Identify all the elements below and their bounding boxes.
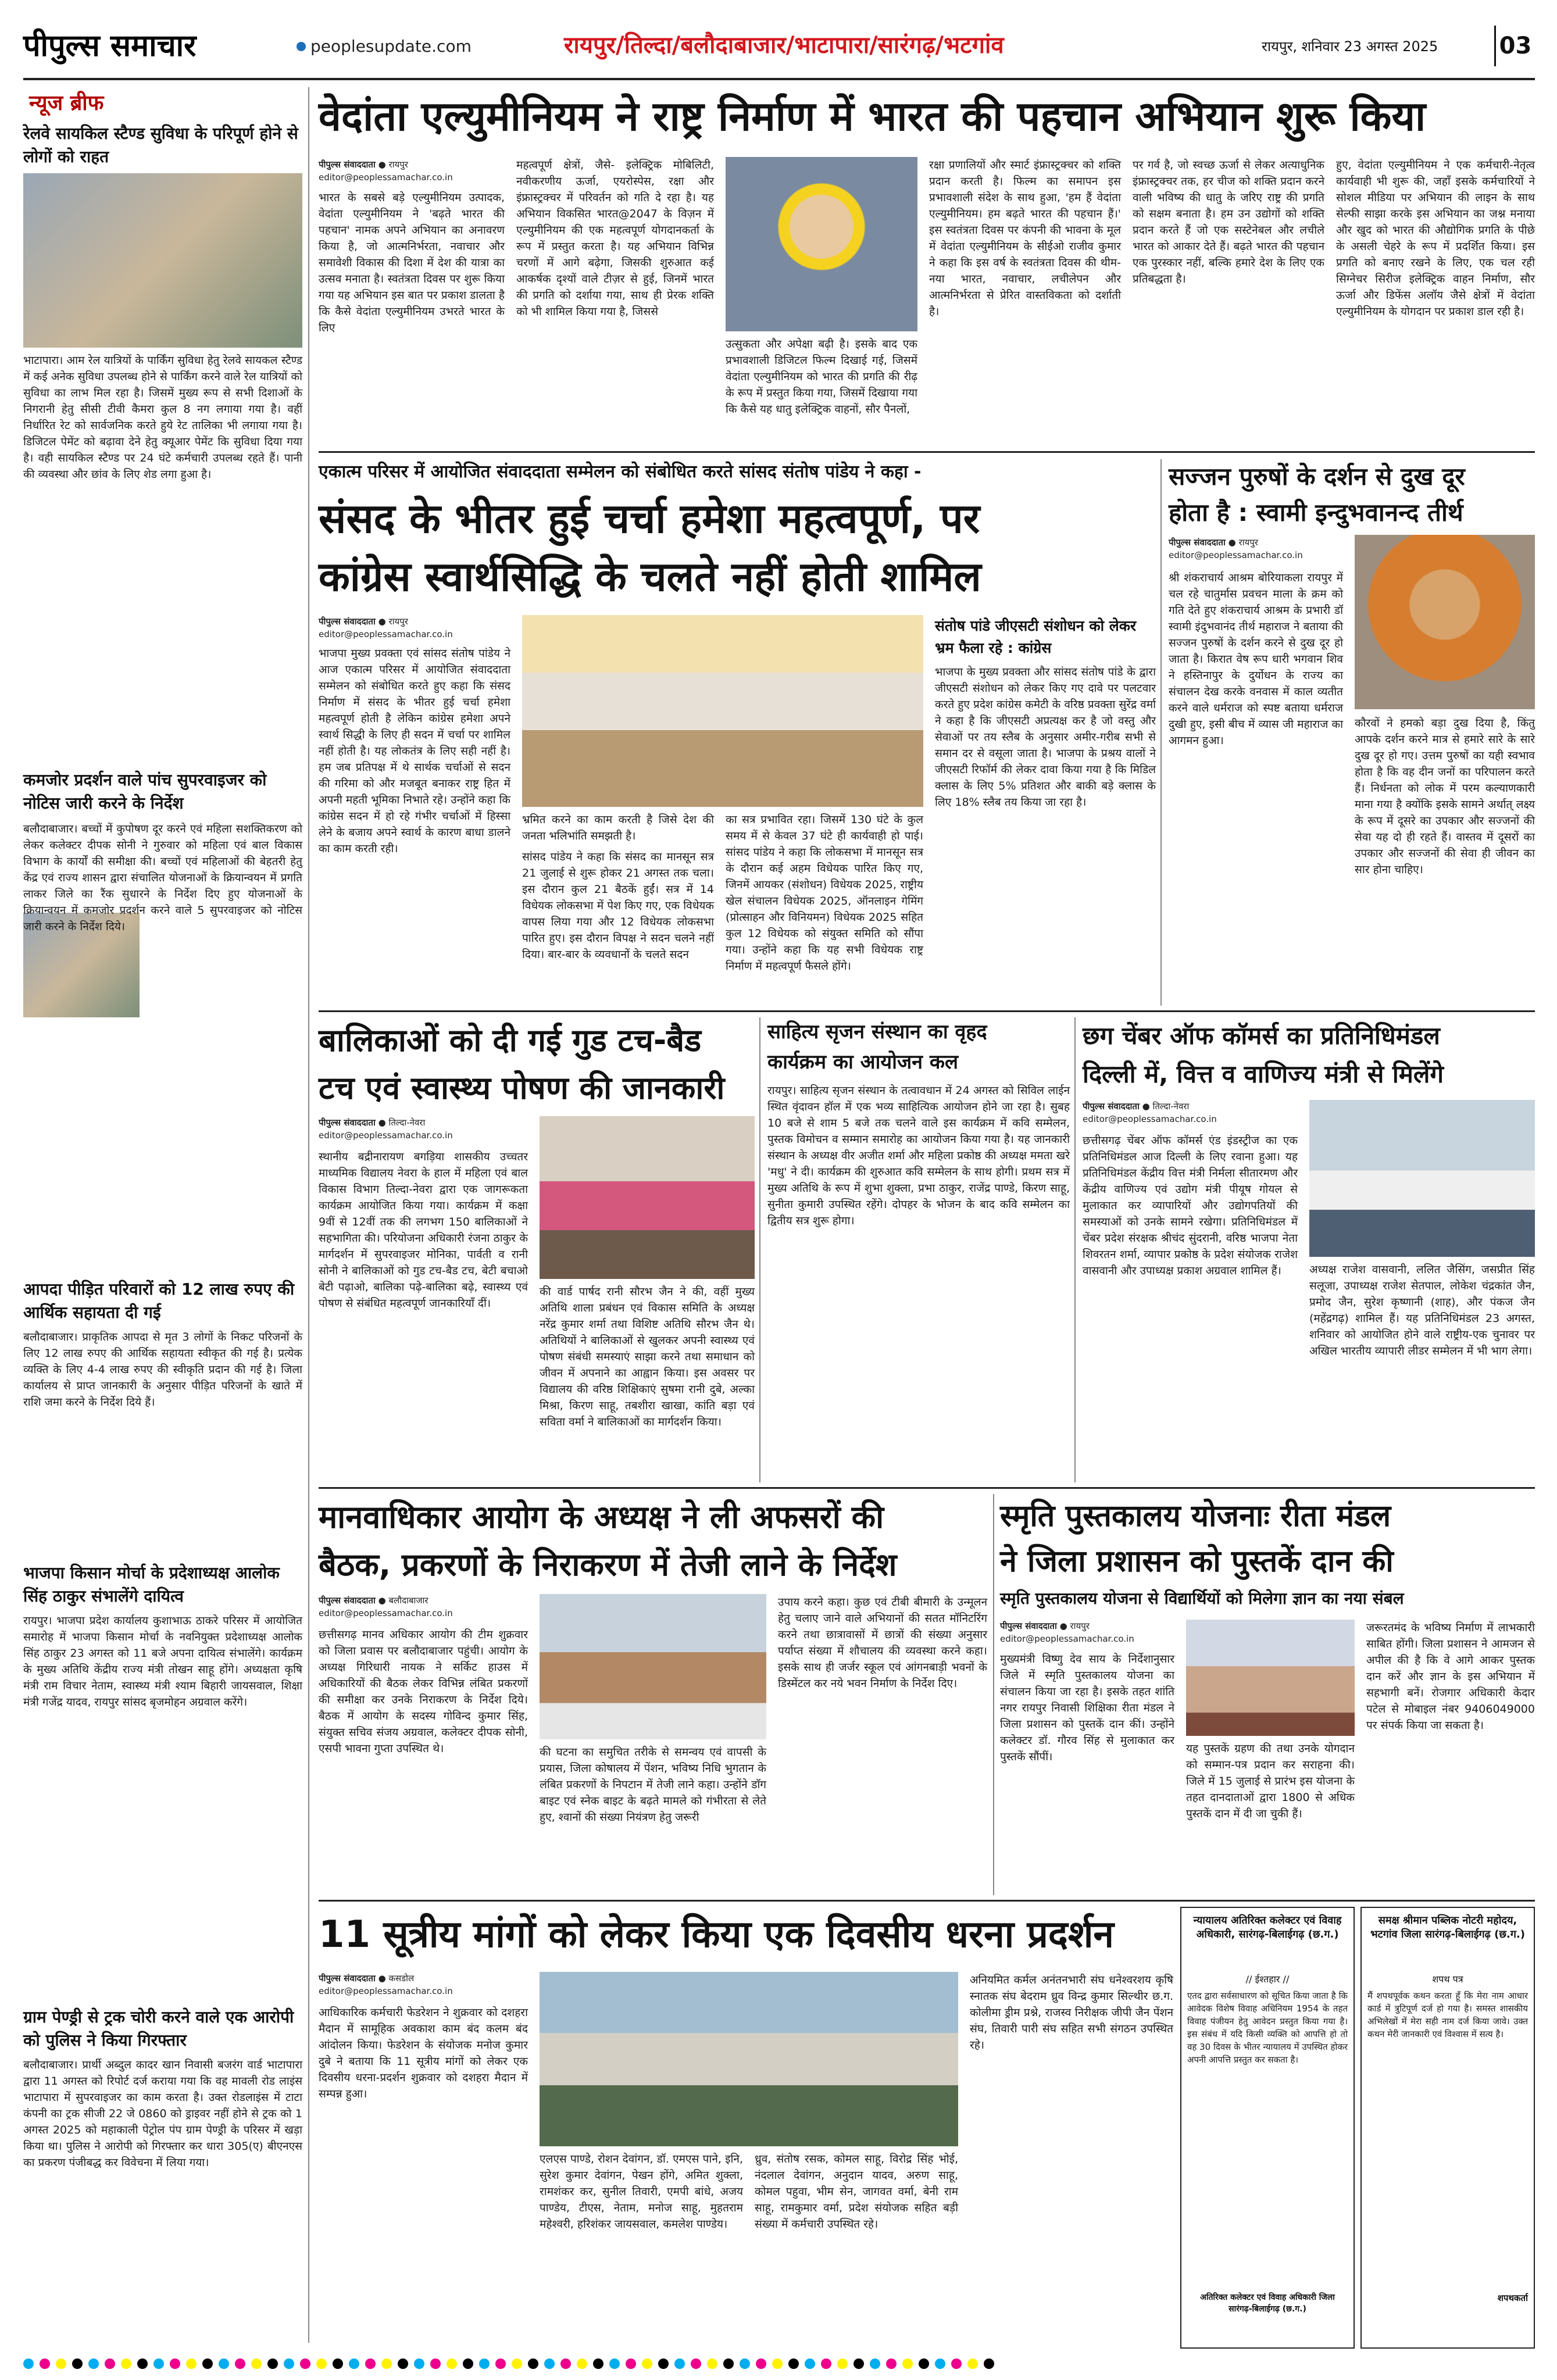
chamber-story	[1083, 1017, 1535, 1482]
brief-4-text: रायपुर। भाजपा प्रदेश कार्यालय कुशाभाऊ ठाकरे परिसर में आयोजित समारोह में भाजपा किसान मोर्चा के नवनियुक्त प्रदेशाध्यक्ष आलोक सिंह ठाकुर 23 अगस्त को 11 बजे अपना दायित्व संभालेंगे। कार्यक्रम के मुख्य अतिथि केंद्रीय राज्य मंत्री तोखन साहू होंगे। अध्यक्षता कृषि मंत्री राम विचार नेताम, स्वास्थ्य मंत्री श्याम बिहारी जायसवाल, शिक्षा मंत्री गजेंद्र यादव, रायपुर सांसद बृजमोहन अग्रवाल करेंगे।	[23, 1614, 302, 1709]
lead-story	[319, 87, 1535, 448]
manav-photo	[540, 1594, 766, 1739]
registration-dot	[365, 2358, 376, 2369]
registration-dot	[316, 2358, 327, 2369]
registration-dot	[414, 2358, 424, 2369]
registration-dot	[381, 2358, 392, 2369]
smriti-byline-email[interactable]: editor@peoplessamachar.co.in	[1000, 1634, 1134, 1644]
registration-dot	[528, 2358, 538, 2369]
registration-dot	[805, 2358, 815, 2369]
balika-headline-1: बालिकाओं को दी गई गुड टच-बैड	[319, 1022, 702, 1059]
notice-marriage	[1180, 1907, 1355, 2349]
registration-dot	[756, 2358, 766, 2369]
sansad-headline-2: कांग्रेस स्वार्थसिद्धि के चलते नहीं होती शामिल	[319, 553, 981, 601]
chamber-col-1: छत्तीसगढ़ चेंबर ऑफ कॉमर्स एंड इंडस्ट्रीज का एक प्रतिनिधिमंडल आज दिल्ली के लिए रवाना हुआ। यह प्रतिनिधिमंडल केंद्रीय वित्त मंत्री निर्मला सीतारमण और केंद्रीय वाणिज्य एवं उद्योग मंत्री पीयूष गोयल से मुलाकात कर व्यापारियों और उद्योगपतियों की समस्याओं को उनके सामने रखेगा। प्रतिनिधिमंडल में चेंबर प्रदेश संरक्षक श्रीचंद सुंदरानी, वरिष्ठ भाजपा नेता शिवरतन शर्मा, व्यापार प्रकोष्ठ के प्रदेश संयोजक राजेश वासवानी और उपाध्यक्ष प्रकाश अग्रवाल शामिल हैं।	[1083, 1134, 1298, 1277]
registration-dot	[935, 2358, 945, 2369]
registration-dot	[267, 2358, 278, 2369]
swami-byline-tag: पीपुल्स संवाददाता	[1169, 537, 1226, 548]
sansad-byline-email[interactable]: editor@peoplessamachar.co.in	[319, 629, 453, 639]
registration-dot	[707, 2358, 717, 2369]
brief-1-photo	[23, 173, 302, 348]
news-brief-column	[23, 87, 302, 2343]
chamber-col-2: अध्यक्ष राजेश वासवानी, ललित जैसिंग, जसप्रीत सिंह सलूजा, उपाध्यक्ष राजेश सेतपाल, लोकेश चंद्रकांत जैन, प्रमोद जैन, सुरेश कृष्णानी (शाह), और पंकज जैन (महेंद्रगढ़) शामिल हैं। यह प्रतिनिधिमंडल 23 अगस्त, शनिवार को आयोजित होने वाले राष्ट्रीय-एक चुनावर पर अखिल भारतीय व्यापारी लीडर सम्मेलन में भी भाग लेगा।	[1309, 1263, 1535, 1357]
dharna-photo	[540, 1972, 958, 2146]
brief-2-text: बलौदाबाजार। बच्चों में कुपोषण दूर करने एवं महिला सशक्तिकरण को लेकर कलेक्टर दीपक सोनी ने गुरुवार को महिला एवं बाल विकास विभाग के कार्यों की समीक्षा की। बच्चों एवं महिलाओं की बेहतरी हेतु केंद्र एवं राज्य शासन द्वारा संचालित योजनाओं के क्रियान्वयन में प्रगति लाकर जिले का रैंक सुधारने के निर्देश दिए हुए योजनाओं के क्रियान्वयन में कमजोर प्रदर्शन करने वाले 5 सुपरवाइजर को नोटिस जारी करने के निर्देश दिये।	[23, 823, 302, 933]
swami-byline-email[interactable]: editor@peoplessamachar.co.in	[1169, 550, 1303, 560]
registration-dot	[235, 2358, 245, 2369]
brief-3-title: आपदा पीड़ित परिवारों को 12 लाख रुपए की आर्थिक सहायता दी गई	[23, 1280, 295, 1322]
brief-column-divider	[308, 87, 309, 2343]
sahitya-headline-2: कार्यक्रम का आयोजन कल	[767, 1050, 959, 1074]
registration-dot	[837, 2358, 848, 2369]
sansad-col-1: भाजपा मुख्य प्रवक्ता एवं सांसद संतोष पांडेय ने आज एकात्म परिसर में आयोजित संवाददाता सम्मेलन को संबोधित करते हुए कहा कि संसद निर्माण में संसद के भीतर हुई चर्चा हमेशा महत्वपूर्ण होती है लेकिन कांग्रेस हमेशा अपने स्वार्थ सिद्धी के लिए ही सदन में चर्चा पर शामिल नहीं होती है। यह लोकतंत्र के लिए सही नहीं है। हम जब प्रतिपक्ष में थे सार्थक चर्चाओं से सदन की गरिमा को और मजबूत बनाकर राष्ट्र हित में अपनी महती भूमिका निभाते रहे। उन्होंने कहा कि कांग्रेस सदन में हो रहे गंभीर चर्चाओं में हिस्सा लेने के बजाय अपने स्वार्थ के कारण बाधा डालने का काम करती रही।	[319, 647, 510, 855]
notice-notary	[1360, 1907, 1535, 2349]
dharna-col-2: एलएस पाण्डे, रोशन देवांगन, डॉ. एमएस पाने, इनि, सुरेश कुमार देवांगन, पेखन होंगे, अमित शुक्ला, रामशंकर कर, सुनील तिवारी, एमपी बांधे, अजय पाण्डेय, टीएस, नेताम, मनोज साहू, मुहतराम महेश्वरी, हरिशंकर जायसवाल, कमलेश पाण्डेय।	[540, 2153, 743, 2231]
manav-col-2: की घटना का समुचित तरीके से समन्वय एवं वापसी के प्रयास, जिला कोषालय में पेंशन, भविष्य निधि भुगतान के लंबित प्रकरणों के निपटान में तेजी लाने कहा। उन्होंने डाॅग बाइट एवं स्नेक बाइट के बढ़ते मामले को गंभीरता से लेते हुए, श्वानों की संख्या नियंत्रण हेतु जरूरी	[540, 1746, 766, 1824]
sansad-headline-1: संसद के भीतर हुई चर्चा हमेशा महत्वपूर्ण, पर	[319, 495, 980, 542]
page-number: 03	[1494, 26, 1535, 66]
registration-dot	[740, 2358, 750, 2369]
chamber-headline-1: छग चेंबर ऑफ कॉमर्स का प्रतिनिधिमंडल	[1083, 1021, 1440, 1050]
lead-col-2: महत्वपूर्ण क्षेत्रों, जैसे- इलेक्ट्रिक मोबिलिटी, नवीकरणीय ऊर्जा, एयरोस्पेस, रक्षा और इंफ्रास्ट्रक्चर में परिवर्तन को गति दे रहा है। यह अभियान विकसित भारत@2047 के विज़न में एल्युमीनियम की एक महत्वपूर्ण योगदानकर्ता के रूप में प्रस्तुत करता है। यह अभियान विभिन्न चरणों में आगे बढ़ेगा, जिसकी शुरुआत कई आकर्षक दृश्यों वाले टीज़र से हुई, जिनमें भारत की प्रगति को दर्शाया गया, साथ ही प्रेरक शक्ति को भी शामिल किया गया है, जिससे	[516, 159, 714, 318]
registration-dot	[56, 2358, 66, 2369]
registration-dot	[642, 2358, 652, 2369]
swami-col-1: श्री शंकराचार्य आश्रम बोरियाकला रायपुर में चल रहे चातुर्मास प्रवचन माला के क्रम को गति देते हुए शंकराचार्य आश्रम के प्रभारी डॉ स्वामी इंदुभवानंद तीर्थ महाराज ने बताया की सज्जन पुरुषों के दर्शन करने से दुख दूर हो जाता है। किरात वेष रूप धारी भगवान शिव ने हस्तिनापुर के दुर्योधन के राज्य का संचालन देख करके वनवास में काल व्यतीत करने वाले धर्मराज को स्पष्ट बताया धर्मराज दुखी हुए, इसी बीच में व्यास जी महाराज का आगमन हुआ।	[1169, 571, 1343, 747]
registration-dot	[821, 2358, 831, 2369]
registration-dot	[251, 2358, 262, 2369]
manav-headline-2: बैठक, प्रकरणों के निराकरण में तेजी लाने के निर्देश	[319, 1546, 897, 1583]
balika-byline-email[interactable]: editor@peoplessamachar.co.in	[319, 1130, 453, 1141]
swami-headline-2: होता है : स्वामी इन्दुभवानन्द तीर्थ	[1169, 498, 1463, 527]
notice-marriage-text: एतद द्वारा सर्वसाधारण को सूचित किया जाता है कि आवेदक विशेष विवाह अधिनियम 1954 के तहत विवाह पंजीयन हेतु आवेदन प्रस्तुत किया गया है। इस संबंध में यदि किसी व्यक्ति को आपत्ति हो तो वह 30 दिवस के भीतर न्यायालय में उपस्थित होकर अपनी आपत्ति प्रस्तुत कर सकता है।	[1187, 1991, 1348, 2065]
registration-dot	[333, 2358, 343, 2369]
registration-dot	[463, 2358, 473, 2369]
dharna-col-3: ध्रुव, संतोष रसक, कोमल साहू, विरोद्र सिंह भोई, नंदलाल देवांगन, अनुदान यादव, अरुण साहू, कोमल पहुवा, भीम सेन, जागवत वर्मा, बेनी राम साहू, रामकुमार वर्मा, प्रदेश संयोजक सहित बड़ी संख्या में कर्मचारी उपस्थित रहे।	[755, 2153, 958, 2231]
sansad-divider	[1160, 459, 1162, 1006]
sansad-byline: पीपुल्स संवाददाता ● रायपुर editor@peoplessamachar.co.in	[319, 616, 453, 639]
registration-dot	[105, 2358, 115, 2369]
news-brief-label: न्यूज ब्रीफ	[29, 91, 104, 115]
registration-dot	[284, 2358, 294, 2369]
lead-byline-tag: पीपुल्स संवाददाता	[319, 159, 376, 170]
chamber-byline-tag: पीपुल्स संवाददाता	[1083, 1101, 1140, 1112]
registration-dot	[544, 2358, 555, 2369]
mid-rule-2	[319, 1487, 1535, 1489]
registration-dot	[593, 2358, 603, 2369]
registration-dot	[88, 2358, 99, 2369]
lead-headline: वेदांता एल्युमीनियम ने राष्ट्र निर्माण में भारत की पहचान अभियान शुरू किया	[319, 92, 1426, 140]
dharna-col-1: आधिकारिक कर्मचारी फेडरेशन ने शुक्रवार को दशहरा मैदान में सामूहिक अवकाश काम बंद कलम बंद आंदोलन किया। फेडरेशन के संयोजक मनोज कुमार दुबे ने बताया कि 11 सूत्रीय मांगों को लेकर एक दिवसीय धरना-प्रदर्शन शुक्रवार को दशहरा मैदान में सम्पन्न हुआ।	[319, 2006, 528, 2100]
swami-byline: पीपुल्स संवाददाता ● रायपुर editor@peoplessamachar.co.in	[1169, 537, 1303, 560]
sansad-byline-city: रायपुर	[388, 616, 408, 627]
swami-byline-city: रायपुर	[1238, 537, 1258, 548]
registration-dot	[72, 2358, 83, 2369]
manav-divider	[993, 1494, 994, 1895]
sansad-kicker: एकात्म परिसर में आयोजित संवाददाता सम्मेलन को संबोधित करते सांसद संतोष पांडेय ने कहा -	[319, 462, 922, 482]
smriti-byline-city: रायपुर	[1070, 1621, 1090, 1631]
registration-dot	[137, 2358, 148, 2369]
registration-dot	[560, 2358, 571, 2369]
sansad-caption: भ्रमित करने का काम करती है जिसे देश की जनता भलिभांति समझती है।	[522, 813, 714, 842]
manav-story	[319, 1494, 987, 1895]
sansad-side-text: भाजपा के मुख्य प्रवक्ता और सांसद संतोष पांडे के द्वारा जीएसटी संशोधन को लेकर किए गए दावे पर पलटवार करते हुए प्रदेश कांग्रेस कमेटी के वरिष्ठ प्रवक्ता सुरेंद्र वर्मा ने कहा है कि जीएसटी अप्रत्यक्ष कर है जो वस्तु और सेवाओं पर तय स्लैब के अनुसार अमीर-गरीब सभी से समान दर से वसूला जाता है। भाजपा के प्रश्रय वालों ने जीएसटी रिफॉर्म की लेकर दावा किया गया है कि मिडिल क्लास के लिए 5% प्रतिशत और बाकी बड़े क्लास के लिए 18% स्लैब तय किया जा रहा है।	[935, 666, 1156, 809]
chamber-headline-2: दिल्ली में, वित्त व वाणिज्य मंत्री से मिलेंगे	[1083, 1060, 1444, 1088]
registration-dot	[788, 2358, 799, 2369]
dharna-col-4: अनियमित कर्मल अनंतनभारी संघ धनेश्वरशय कृषि स्नातक संघ बेदराम ध्रुव विन्द्र कुमार सिल्थीर छ.ग. कोलीमा ड्रीम प्रश्ने, राजस्व निरीक्षक जीपी जैन पेंशन संघ, तिवारी पारी संघ सहित सभी संगठन उपस्थित रहे।	[970, 1974, 1173, 2052]
sansad-photo	[522, 615, 923, 807]
sansad-story	[319, 459, 1156, 1006]
dharna-byline-city: कसडोल	[388, 1973, 415, 1984]
masthead-logo: पीपुल्स समाचार	[23, 28, 197, 63]
dharna-byline: पीपुल्स संवाददाता ● कसडोल editor@peoplessamachar.co.in	[319, 1973, 453, 1996]
brief-2-text-cont	[145, 913, 302, 1017]
swami-col-2: कौरवों ने हमको बड़ा दुख दिया है, किंतु आपके दर्शन करने मात्र से हमारे सारे के सारे दुख दूर हो गए। उत्तम पुरुषों का यही स्वभाव होता है कि वह दीन जनों का परिपालन करते हैं। निर्धनता को लोक में परम कल्याणकारी माना गया है क्योंकि इसके सामने अर्थात् लक्ष्य के रूप में दूसरे का उपकार और सज्जनों की सेवा यह दो ही रहते हैं। वास्तव में दूसरों का उपकार और सज्जनों की सेवा ही जीवन का सार होना चाहिए।	[1355, 717, 1535, 876]
registration-dot	[23, 2358, 34, 2369]
notice-notary-sub: शपथ पत्र	[1432, 1974, 1463, 1985]
registration-dot	[186, 2358, 197, 2369]
chamber-byline: पीपुल्स संवाददाता ● तिल्दा-नेवरा editor@peoplessamachar.co.in	[1083, 1101, 1217, 1124]
registration-dot	[870, 2358, 880, 2369]
registration-dot	[674, 2358, 685, 2369]
brief-3-text: बलौदाबाजार। प्राकृतिक आपदा से मृत 3 लोगों के निकट परिजनों के लिए 12 लाख रुपए की आर्थिक सहायता स्वीकृत की गई है। प्रत्येक व्यक्ति के लिए 4-4 लाख रुपए की स्वीकृति प्रदान की गई है। जिला कार्यालय से प्राप्त जानकारी के अनुसार पीड़ित परिजनों के खाते में राशि जमा करने के निर्देश दिये हैं।	[23, 1331, 302, 1409]
mid-rule-1	[319, 1010, 1535, 1012]
registration-dot	[723, 2358, 734, 2369]
sahitya-text: रायपुर। साहित्य सृजन संस्थान के तत्वावधान में 24 अगस्त को सिविल लाईन स्थित वृंदावन हॉल में एक भव्य साहित्यिक आयोजन होने जा रहा है। सुबह 10 बजे से शाम 5 बजे तक चलने वाले इस कार्यक्रम में कवि सम्मेलन, पुस्तक विमोचन व सम्मान समारोह का आयोजन किया गया है। यह जानकारी संस्थान के अध्यक्ष वीर अजीत शर्मा और महिला प्रकोष्ठ की अध्यक्ष ममता खरे 'मधु' ने दी। कार्यक्रम की शुरुआत कवि सम्मेलन के साथ होगी। प्रथम सत्र में मुख्य अतिथि के रूप में शुभा शुक्ला, प्रभा ठाकुर, राजेंद्र पाण्डे, किरण साहू, सुनीता कुमारी उपस्थित रहेंगे। दोपहर के भोजन के बाद कवि सम्मेलन का द्वितीय सत्र शुरू होगा।	[767, 1084, 1070, 1227]
lead-byline-email[interactable]: editor@peoplessamachar.co.in	[319, 172, 453, 183]
notice-notary-sign: शपथकर्ता	[1497, 2293, 1528, 2303]
dharna-story	[319, 1907, 1173, 2349]
mid-rule-3	[319, 1900, 1535, 1902]
lead-rule	[319, 451, 1535, 453]
smriti-col-3: जरूरतमंद के भविष्य निर्माण में लाभकारी साबित होंगी। जिला प्रशासन ने आमजन से अपील की है कि वे आगे आकर पुस्तक दान करें और ज्ञान के इस अभियान में सहभागी बनें। रोजगार अधिकारी केदार पटेल से मोबाइल नंबर 9406049000 पर संपर्क किया जा सकता है।	[1366, 1621, 1535, 1732]
notice-marriage-sub: // ईश्तहार //	[1245, 1974, 1290, 1985]
manav-byline-city: बलौदाबाजार	[388, 1595, 428, 1606]
smriti-photo	[1186, 1620, 1355, 1736]
registration-dot	[495, 2358, 506, 2369]
lead-col-4: रक्षा प्रणालियों और स्मार्ट इंफ्रास्ट्रक्चर को शक्ति प्रदान करती है। फिल्म का समापन इस प्रभावशाली संदेश के साथ हुआ, 'हम हैं वेदांता एल्युमीनियम। हम बढ़ते भारत की पहचान हैं।' इस स्वतंत्रता दिवस पर कंपनी की भावना के मूल में वेदांता एल्युमीनियम के सीईओ राजीव कुमार ने कहा कि इस वर्ष के स्वतंत्रता दिवस की थीम- नया भारत, नवाचार, लचीलेपन और आत्मनिर्भरता से प्रेरित वास्तविकता को दर्शाती है।	[929, 159, 1121, 318]
lead-photo	[726, 157, 917, 331]
dharna-byline-tag: पीपुल्स संवाददाता	[319, 1973, 376, 1984]
registration-dot	[577, 2358, 587, 2369]
registration-dot	[609, 2358, 620, 2369]
smriti-col-2: यह पुस्तकें ग्रहण की तथा उनके योगदान को सम्मान-पत्र प्रदान कर सराहना की। जिले में 15 जुलाई से प्रारंभ इस योजना के तहत दानदाताओं द्वारा 1800 से अधिक पुस्तकें दान में दी जा चुकी हैं।	[1186, 1742, 1355, 1820]
lead-col-6: हुए, वेदांता एल्युमीनियम ने एक कर्मचारी-नेतृत्व कार्यवाही भी शुरू की, जहाँ इसके कर्मचारियों ने सोशल मीडिया पर अभियान की लाइन के साथ सेल्फी साझा करके इस अभियान का जश्न मनाया और खुद को भारत की औद्योगिक प्रगति के पीछे के असली चेहरे के रूप में प्रदर्शित किया। इस प्रगति को बनाए रखने के लिए, एक चल रही सिग्नेचर सिरीज इलेक्ट्रिक वाहन निर्माण, सौर ऊर्जा और डिफेंस अलॉय जैसे क्षेत्रों में वेदांता एल्युमीनियम के योगदान पर प्रकाश डाल रही है।	[1336, 159, 1535, 318]
sansad-side-title: संतोष पांडे जीएसटी संशोधन को लेकर भ्रम फैला रहे : कांग्रेस	[935, 617, 1137, 656]
notice-notary-text: मैं शपथपूर्वक कथन करता हूँ कि मेरा नाम आधार कार्ड में त्रुटिपूर्ण दर्ज हो गया है। समस्त शासकीय अभिलेखों में मेरा सही नाम दर्ज किया जावे। उक्त कथन मेरी जानकारी एवं विश्वास में सत्य है।	[1367, 1991, 1528, 2039]
balika-headline-2: टच एवं स्वास्थ्य पोषण की जानकारी	[319, 1070, 725, 1106]
masthead-rule	[23, 78, 1535, 80]
manav-byline: पीपुल्स संवाददाता ● बलौदाबाजार editor@peoplessamachar.co.in	[319, 1595, 453, 1618]
masthead-date: रायपुर, शनिवार 23 अगस्त 2025	[1262, 38, 1438, 55]
sahitya-divider	[1074, 1017, 1076, 1482]
brief-2-title: कमजोर प्रदर्शन वाले पांच सुपरवाइजर को नोटिस जारी करने के निर्देश	[23, 770, 267, 813]
chamber-byline-city: तिल्दा-नेवरा	[1152, 1101, 1190, 1112]
registration-dot	[658, 2358, 669, 2369]
smriti-col-1: मुख्यमंत्री विष्णु देव साय के निर्देशानुसार जिले में स्मृति पुस्तकालय योजना का संचालन किया जा रहा है। इसके तहत शांति नगर रायपुर निवासी शिक्षिका रीता मंडल ने जिला प्रशासन को पुस्तकें दान कीं। उन्होंने कलेक्टर डॉ. गौरव सिंह से मुलाकात कर पुस्तकें सौंपीं।	[1000, 1653, 1174, 1763]
dharna-headline: 11 सूत्रीय मांगों को लेकर किया एक दिवसीय धरना प्रदर्शन	[319, 1913, 1114, 1956]
chamber-byline-email[interactable]: editor@peoplessamachar.co.in	[1083, 1114, 1217, 1124]
registration-dot	[854, 2358, 864, 2369]
registration-dot	[219, 2358, 229, 2369]
registration-dot	[447, 2358, 457, 2369]
registration-dot	[300, 2358, 310, 2369]
registration-dot	[967, 2358, 978, 2369]
registration-dot	[479, 2358, 490, 2369]
swami-headline-1: सज्जन पुरुषों के दर्शन से दुख दूर	[1169, 462, 1465, 491]
manav-byline-email[interactable]: editor@peoplessamachar.co.in	[319, 1608, 453, 1618]
lead-col-3: उत्सुकता और अपेक्षा बढ़ी है। इसके बाद एक प्रभावशाली डिजिटल फिल्म दिखाई गई, जिसमें वेदांता एल्युमीनियम को भारत की प्रगति की रीढ़ के रूप में प्रस्तुत किया गया, जिसमें दिखाया गया कि कैसे यह धातु इलेक्ट्रिक वाहनों, सौर पैनलों,	[726, 338, 917, 416]
registration-dot	[984, 2358, 994, 2369]
balika-byline: पीपुल्स संवाददाता ● तिल्दा-नेवरा editor@peoplessamachar.co.in	[319, 1117, 453, 1141]
sansad-col-2: सांसद पांडेय ने कहा कि संसद का मानसून सत्र 21 जुलाई से शुरू होकर 21 अगस्त तक चला। इस दौरान कुल 21 बैठकें हुईं। सत्र में 14 विधेयक लोकसभा में पेश किए गए, एक विधेयक वापस लिया गया और 12 विधेयक लोकसभा पारित हुए। इस दौरान विपक्ष ने सदन चलने नहीं दिया। बार-बार के व्यवधानों के चलते सदन	[522, 850, 714, 961]
registration-dot	[170, 2358, 180, 2369]
balika-divider	[759, 1017, 760, 1482]
registration-dot	[121, 2358, 131, 2369]
registration-dot	[349, 2358, 359, 2369]
masthead	[23, 17, 1535, 76]
sansad-col-3: का सत्र प्रभावित रहा। जिसमें 130 घंटे के कुल समय में से केवल 37 घंटे ही कार्यवाही हो पाई। सांसद पांडेय ने कहा कि लोकसभा में मानसून सत्र के दौरान कई अहम विधेयक पारित किए गए, जिनमें आयकर (संशोधन) विधेयक 2025, राष्ट्रीय खेल संचालन विधेयक 2025, ऑनलाइन गेमिंग (प्रोत्साहन और विनियमन) विधेयक 2025 सहित कुल 12 विधेयक को संयुक्त समिति को सौंपा गया। उन्होंने कहा कि यह सभी विधेयक राष्ट्र निर्माण में महत्वपूर्ण फैसले होंगे।	[726, 813, 923, 973]
registration-dot	[691, 2358, 701, 2369]
balika-col-2: की वार्ड पार्षद रानी सौरभ जैन ने की, वहीं मुख्य अतिथि शाला प्रबंधन एवं विकास समिति के अध्यक्ष नरेंद्र कुमार शर्मा तथा विशिष्ट अतिथि सौरभ जैन थे। अतिथियों ने बालिकाओं से खुलकर अपनी स्वास्थ्य एवं पोषण संबंधी समस्याएं साझा करने तथा समाधान को जीवन में अपनाने का आह्वान किया। इस अवसर पर विद्यालय की वरिष्ठ शिक्षिकाएं सुषमा रानी दुबे, अल्का मिश्रा, किरण साहू, तबशीरा खाखा, कांति बड़ा एवं सविता वर्मा ने बालिकाओं का मार्गदर्शन किया।	[540, 1285, 755, 1428]
sansad-byline-tag: पीपुल्स संवाददाता	[319, 616, 376, 627]
registration-dot	[153, 2358, 164, 2369]
registration-dot	[626, 2358, 636, 2369]
smriti-headline-1: स्मृति पुस्तकालय योजनाः रीता मंडल	[1000, 1499, 1391, 1534]
notice-marriage-sign: अतिरिक्त कलेक्टर एवं विवाह अधिकारी जिला सारंगढ़-बिलाईगढ़ (छ.ग.)	[1200, 2293, 1335, 2314]
dharna-byline-email[interactable]: editor@peoplessamachar.co.in	[319, 1986, 453, 1996]
registration-dot	[202, 2358, 213, 2369]
registration-dot	[919, 2358, 929, 2369]
brief-1-text: भाटापारा। आम रेल यात्रियों के पार्किंग सुविधा हेतु रेलवे सायकल स्टैण्ड में कई अनेक सुविधा उपलब्ध होने से पार्किंग करने वाले रेल यात्रियों को सुविधा का लाभ मिल रहा है। जिसमें मुख्य रूप से सभी दिशाओं के निगरानी हेतु सीसी टीवी कैमरा कुल 8 नग लगाया गया है। वहीं निर्धारित रेट को सार्वजनिक करते हुये रेट तालिका भी लगाया गया है। डिजिटल पेमेंट को बढ़ावा देने हेतु क्यूआर पेमेंट कि सुविधा दिया गया है। वही सायकिल स्टैण्ड पर 24 घंटे कर्मचारी उपलब्ध रहते हैं। पानी की व्यवस्था और छांव के लिए शेड लगा हुआ है।	[23, 354, 302, 481]
masthead-cities: रायपुर/तिल्दा/बलौदाबाजार/भाटापारा/सारंगढ़/भटगांव	[564, 32, 1004, 59]
smriti-story	[1000, 1494, 1535, 1895]
balika-story	[319, 1017, 755, 1482]
registration-dot	[40, 2358, 50, 2369]
balika-byline-tag: पीपुल्स संवाददाता	[319, 1117, 376, 1128]
balika-byline-city: तिल्दा-नेवरा	[388, 1117, 426, 1128]
lead-byline-city: रायपुर	[388, 159, 408, 170]
chamber-photo	[1309, 1100, 1535, 1257]
lead-byline: पीपुल्स संवाददाता ● रायपुर editor@peoplessamachar.co.in	[319, 159, 453, 183]
lead-col-1: भारत के सबसे बड़े एल्युमीनियम उत्पादक, वेदांता एल्युमीनियम ने 'बढ़ते भारत की पहचान' नामक अपने अभियान का अनावरण किया है, जो आत्मनिर्भरता, नवाचार और समावेशी विकास की दिशा में देश की यात्रा का उत्सव मनाता है। स्वतंत्रता दिवस पर शुरू किया गया यह अभियान इस बात पर प्रकाश डालता है कि कैसे वेदांता एल्युमीनियम उभरते भारत के लिए	[319, 191, 505, 334]
brief-5-text: बलौदाबाजार। प्रार्थी अब्दुल कादर खान निवासी बजरंग वार्ड भाटापारा द्वारा 11 अगस्त को रिपोर्ट दर्ज कराया गया कि वह मावली रोड लाइंस भाटापारा में सुपरवाइजर का काम करता है। उक्त रोडलाइंस में टाटा कंपनी का ट्रक सीजी 22 जे 0860 को ड्राइवर नहीं होने से ट्रक को 1 अगस्त 2025 को महाकाली पेट्रोल पंप ग्राम पेण्ड्री के परिसर में खड़ा किया था। पुलिस ने आरोपी को गिरफ्तार कर धारा 305(ए) बीएनएस का प्रकरण पंजीबद्ध कर विवेचना में लिया गया।	[23, 2059, 302, 2169]
swami-story	[1169, 459, 1535, 1006]
registration-dot	[902, 2358, 913, 2369]
smriti-headline-2: ने जिला प्रशासन को पुस्तकें दान की	[1000, 1544, 1394, 1579]
lead-col-5: पर गर्व है, जो स्वच्छ ऊर्जा से लेकर अत्याधुनिक इंफ्रास्ट्रक्चर तक, हर चीज को शक्ति प्रदान करने वाली भविष्य की धातु के जरिए राष्ट्र की प्रगति को सक्षम बनाता है। हम उन उद्योगों को शक्ति प्रदान करते हैं जो एक सस्टेनेबल और लचीले भारत को आकार देते हैं। बढ़ते भारत की पहचान एक पुरस्कार नहीं, बल्कि हमारे देश के लिए एक प्रतिबद्धता है।	[1133, 159, 1324, 285]
footer-registration-marks	[23, 2357, 1535, 2371]
smriti-subhead: स्मृति पुस्तकालय योजना से विद्यार्थियों को मिलेगा ज्ञान का नया संबल	[1000, 1589, 1404, 1608]
sahitya-story	[767, 1017, 1070, 1482]
notice-marriage-title: न्यायालय अतिरिक्त कलेक्टर एवं विवाह अधिकारी, सारंगढ़-बिलाईगढ़ (छ.ग.)	[1193, 1914, 1342, 1941]
manav-col-1: छत्तीसगढ़ मानव अधिकार आयोग की टीम शुक्रवार को जिला प्रवास पर बलौदाबाजार पहुंची। आयोग के अध्यक्ष गिरिधारी नायक ने सर्किट हाउस में अधिकारियों की बैठक लेकर विभिन्न लंबित प्रकरणों की समीक्षा कर उनके निराकरण के निर्देश दिये। बैठक में आयोग के सदस्य गोविन्द कुमार सिंह, संयुक्त सचिव संजय अग्रवाल, कलेक्टर दीपक सोनी, एसपी भावना गुप्ता उपस्थित थे।	[319, 1628, 528, 1755]
smriti-byline: पीपुल्स संवाददाता ● रायपुर editor@peoplessamachar.co.in	[1000, 1621, 1134, 1644]
registration-dot	[512, 2358, 522, 2369]
manav-headline-1: मानवाधिकार आयोग के अध्यक्ष ने ली अफसरों की	[319, 1499, 884, 1535]
website-link[interactable]: peoplesupdate.com	[310, 37, 472, 56]
smriti-byline-tag: पीपुल्स संवाददाता	[1000, 1621, 1057, 1631]
manav-byline-tag: पीपुल्स संवाददाता	[319, 1595, 376, 1606]
sahitya-headline-1: साहित्य सृजन संस्थान का वृहद	[767, 1020, 987, 1044]
swami-photo	[1355, 535, 1535, 709]
manav-col-3: उपाय करने कहा। कुछ एवं टीबी बीमारी के उन्मूलन हेतु चलाए जाने वाले अभियानों की सतत मॉनिटरिंग करने तथा छात्रावासों में छात्रों की संख्या अनुसार पर्याप्त संख्या में शौचालय की व्यवस्था करने कहा। इसके साथ ही जर्जर स्कूल एवं आंगनबाड़ी भवनों के डिस्मेंटल कर नये भवन निर्माण के निर्देश दिए।	[778, 1596, 987, 1690]
registration-dot	[886, 2358, 897, 2369]
registration-dot	[430, 2358, 441, 2369]
website-icon	[297, 42, 306, 51]
registration-dot	[772, 2358, 783, 2369]
balika-photo	[540, 1116, 755, 1279]
balika-col-1: स्थानीय बद्रीनारायण बगड़िया शासकीय उच्चतर माध्यमिक विद्यालय नेवरा के हाल में महिला एवं बाल विकास विभाग तिल्दा-नेवरा द्वारा एक जागरूकता कार्यक्रम आयोजित किया गया। कार्यक्रम में कक्षा 9वीं से 12वीं तक की लगभग 150 बालिकाओं ने सहभागिता की। परियोजना अधिकारी रंजना ठाकुर के मार्गदर्शन में सुपरवाइजर मोनिका, पार्वती व रानी सोनी ने बालिकाओं को गुड टच-बैड टच, बेटी बचाओ बेटी पढ़ाओ, बालिका पढ़े-बालिका बढ़े, स्वास्थ्य एवं पोषण से संबंधित महत्वपूर्ण जानकारियाँ दीं।	[319, 1150, 528, 1310]
registration-dot	[398, 2358, 408, 2369]
brief-1-title: रेलवे सायकिल स्टैण्ड सुविधा के परिपूर्ण होने से लोगों को राहत	[23, 124, 298, 166]
notice-notary-title: समक्ष श्रीमान पब्लिक नोटरी महोदय, भटगांव जिला सारंगढ़-बिलाईगढ़ (छ.ग.)	[1370, 1914, 1525, 1941]
brief-4-title: भाजपा किसान मोर्चा के प्रदेशाध्यक्ष आलोक सिंह ठाकुर संभालेंगे दायित्व	[23, 1563, 280, 1606]
brief-5-title: ग्राम पेण्ड्री से ट्रक चोरी करने वाले एक आरोपी को पुलिस ने किया गिरफ्तार	[23, 2007, 294, 2050]
registration-dot	[951, 2358, 962, 2369]
